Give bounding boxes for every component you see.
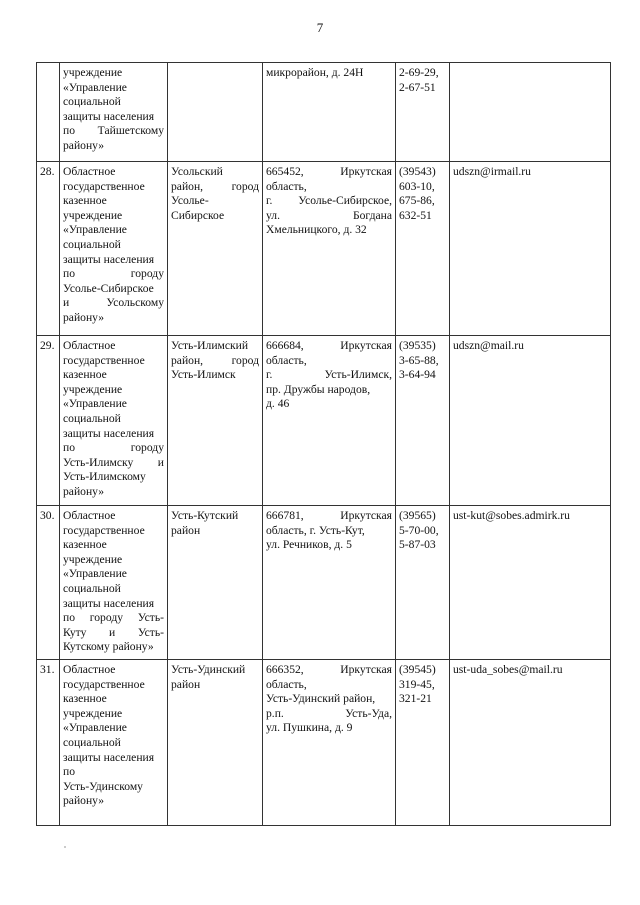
- cell-word: Тайшетскому: [97, 124, 164, 138]
- territory-cell: [168, 336, 263, 506]
- cell-word: Иркутская: [340, 339, 392, 352]
- cell-line: область,: [266, 353, 307, 367]
- cell-line: защиты населения: [63, 252, 155, 266]
- institutions-table: [36, 62, 611, 826]
- institution-name-cell: [60, 506, 168, 660]
- phone-cell: [396, 336, 450, 506]
- cell-line: государственное: [63, 179, 145, 193]
- territory-cell: [168, 63, 263, 162]
- cell-line: государственное: [63, 353, 145, 367]
- cell-word: по: [63, 441, 76, 455]
- cell-word: город: [231, 353, 259, 367]
- cell-line: (39565): [399, 509, 436, 522]
- cell-line-justified: [266, 368, 392, 383]
- table-row: [37, 659, 611, 825]
- institution-name-cell: [60, 659, 168, 825]
- cell-word: Куту: [63, 625, 87, 639]
- cell-line-justified: [266, 663, 392, 678]
- row-number-cell: 28.: [37, 162, 60, 336]
- cell-line: 3-65-88,: [399, 353, 439, 367]
- email-cell: ust-uda_sobes@mail.ru: [450, 659, 611, 825]
- cell-line: Областное: [63, 509, 116, 522]
- cell-line: Областное: [63, 165, 116, 178]
- cell-line: социальной: [63, 581, 121, 595]
- cell-line: учреждение: [63, 208, 123, 222]
- cell-word: ул.: [266, 208, 280, 222]
- cell-word: Усольскому: [106, 296, 164, 310]
- cell-line-justified: [266, 209, 392, 224]
- cell-line: учреждение: [63, 66, 123, 79]
- cell-word: 666352,: [266, 662, 304, 676]
- cell-line: защиты населения: [63, 109, 155, 123]
- cell-line: «Управление: [63, 80, 127, 94]
- cell-line-justified: [171, 354, 259, 369]
- cell-line: району»: [63, 138, 105, 152]
- cell-line: социальной: [63, 411, 121, 425]
- cell-word: по: [63, 124, 76, 138]
- territory-cell: [168, 659, 263, 825]
- cell-line: 2-69-29,: [399, 66, 439, 79]
- cell-line-justified: [266, 509, 392, 524]
- cell-line: району»: [63, 484, 105, 498]
- cell-line-justified: [63, 124, 164, 139]
- cell-word: 665452,: [266, 165, 304, 178]
- table-row: [37, 336, 611, 506]
- cell-line: Сибирское: [171, 208, 225, 222]
- cell-line: область,: [266, 179, 307, 193]
- cell-line: область, г. Усть-Кут,: [266, 523, 365, 537]
- cell-line: «Управление: [63, 567, 127, 581]
- cell-word: Иркутская: [340, 509, 392, 522]
- cell-word: и: [108, 625, 116, 639]
- cell-word: 666781,: [266, 509, 304, 522]
- cell-line: Усть-Илимскому: [63, 470, 146, 484]
- row-number-cell: [37, 63, 60, 162]
- cell-word: г.: [266, 368, 273, 382]
- cell-line: Усолье-: [171, 194, 209, 208]
- cell-line: Усть-Удинский: [171, 662, 246, 676]
- cell-line-justified: [266, 165, 392, 180]
- address-cell: [263, 659, 396, 825]
- cell-line: Усолье-Сибирское: [63, 281, 154, 295]
- cell-line: Усть-Удинскому: [63, 779, 143, 793]
- cell-line: пр. Дружбы народов,: [266, 382, 371, 396]
- email-cell: ust-kut@sobes.admirk.ru: [450, 506, 611, 660]
- address-cell: [263, 506, 396, 660]
- cell-line: 675-86,: [399, 194, 435, 208]
- email-cell: [450, 63, 611, 162]
- cell-word: и: [63, 296, 70, 310]
- cell-word: район,: [171, 179, 204, 193]
- cell-line: государственное: [63, 677, 145, 691]
- institution-name-cell: [60, 63, 168, 162]
- row-number-cell: 30.: [37, 506, 60, 660]
- row-number-cell: 29.: [37, 336, 60, 506]
- row-number-cell: 31.: [37, 659, 60, 825]
- cell-line-justified: [63, 296, 164, 311]
- cell-line: Усть-Илимский: [171, 339, 249, 352]
- cell-word: район,: [171, 353, 204, 367]
- cell-line: по: [63, 765, 76, 779]
- cell-line: «Управление: [63, 397, 127, 411]
- cell-line-justified: [266, 194, 392, 209]
- cell-line: защиты населения: [63, 596, 155, 610]
- cell-line: Усть-Кутский: [171, 509, 239, 522]
- cell-line: Усть-Удинский район,: [266, 692, 376, 706]
- phone-cell: [396, 162, 450, 336]
- cell-word: Усть-Илимску: [63, 455, 134, 469]
- cell-word: Усолье-Сибирское,: [298, 194, 392, 208]
- cell-word: Усть-: [137, 625, 164, 639]
- address-cell: [263, 336, 396, 506]
- cell-line: 3-64-94: [399, 368, 436, 382]
- cell-line-justified: [63, 441, 164, 456]
- table-row: [37, 162, 611, 336]
- cell-line-justified: [63, 611, 164, 626]
- cell-word: городу: [130, 267, 164, 281]
- cell-line: защиты населения: [63, 750, 155, 764]
- cell-line-justified: [63, 267, 164, 282]
- cell-word: городу: [89, 611, 124, 625]
- table-row: [37, 63, 611, 162]
- cell-line: государственное: [63, 523, 145, 537]
- cell-word: Усть-: [137, 611, 164, 625]
- territory-cell: [168, 162, 263, 336]
- cell-line: (39535): [399, 339, 436, 352]
- cell-line: казенное: [63, 692, 107, 706]
- cell-line: 319-45,: [399, 677, 435, 691]
- cell-line: Кутскому району»: [63, 640, 154, 654]
- page-number: 7: [316, 20, 324, 35]
- cell-line: казенное: [63, 194, 107, 208]
- cell-line-justified: [171, 180, 259, 195]
- cell-word: Усть-Илимск,: [324, 368, 392, 382]
- email-cell: udszn@irmail.ru: [450, 162, 611, 336]
- cell-word: и: [157, 455, 164, 469]
- cell-line: Хмельницкого, д. 32: [266, 223, 367, 237]
- institution-name-cell: [60, 162, 168, 336]
- cell-line-justified: [63, 626, 164, 641]
- cell-line: учреждение: [63, 552, 123, 566]
- cell-line: 321-21: [399, 692, 432, 706]
- cell-line: ул. Речников, д. 5: [266, 538, 352, 552]
- cell-line-justified: [266, 339, 392, 354]
- cell-line: 5-87-03: [399, 538, 436, 552]
- cell-line: «Управление: [63, 721, 127, 735]
- email-cell: udszn@mail.ru: [450, 336, 611, 506]
- cell-line: Усольский: [171, 165, 223, 178]
- cell-line: учреждение: [63, 706, 123, 720]
- cell-word: г.: [266, 194, 273, 208]
- cell-line: Областное: [63, 662, 116, 676]
- cell-line: району»: [63, 310, 105, 324]
- cell-line-justified: [266, 707, 392, 722]
- cell-line: д. 46: [266, 397, 290, 411]
- cell-line-justified: [63, 456, 164, 471]
- cell-line: район: [171, 523, 201, 537]
- cell-word: р.п.: [266, 706, 284, 720]
- cell-line: Усть-Илимск: [171, 368, 236, 382]
- cell-line: Областное: [63, 339, 116, 352]
- cell-word: Богдана: [352, 208, 392, 222]
- cell-line: ул. Пушкина, д. 9: [266, 721, 353, 735]
- cell-line: защиты населения: [63, 426, 155, 440]
- address-cell: [263, 162, 396, 336]
- cell-line: району»: [63, 794, 105, 808]
- phone-cell: [396, 659, 450, 825]
- cell-line: 632-51: [399, 208, 432, 222]
- cell-word: 666684,: [266, 339, 304, 352]
- cell-line: (39543): [399, 165, 436, 178]
- cell-word: город: [231, 179, 259, 193]
- table-row: [37, 506, 611, 660]
- cell-line: 603-10,: [399, 179, 435, 193]
- cell-word: городу: [130, 441, 164, 455]
- phone-cell: [396, 63, 450, 162]
- cell-word: по: [63, 267, 76, 281]
- cell-line: казенное: [63, 538, 107, 552]
- cell-line: (39545): [399, 662, 436, 676]
- cell-line: «Управление: [63, 223, 127, 237]
- cell-line: область,: [266, 677, 307, 691]
- cell-line: социальной: [63, 95, 121, 109]
- cell-line: казенное: [63, 368, 107, 382]
- cell-line: 5-70-00,: [399, 523, 439, 537]
- cell-line: район: [171, 677, 201, 691]
- cell-line: учреждение: [63, 382, 123, 396]
- phone-cell: [396, 506, 450, 660]
- scan-speck: [64, 846, 66, 848]
- cell-word: Усть-Уда,: [345, 706, 392, 720]
- cell-line: социальной: [63, 735, 121, 749]
- cell-line: микрорайон, д. 24Н: [266, 66, 364, 79]
- cell-line: социальной: [63, 237, 121, 251]
- cell-word: Иркутская: [340, 165, 392, 178]
- territory-cell: [168, 506, 263, 660]
- cell-word: Иркутская: [340, 662, 392, 676]
- institution-name-cell: [60, 336, 168, 506]
- cell-line: 2-67-51: [399, 80, 436, 94]
- cell-word: по: [63, 611, 76, 625]
- address-cell: [263, 63, 396, 162]
